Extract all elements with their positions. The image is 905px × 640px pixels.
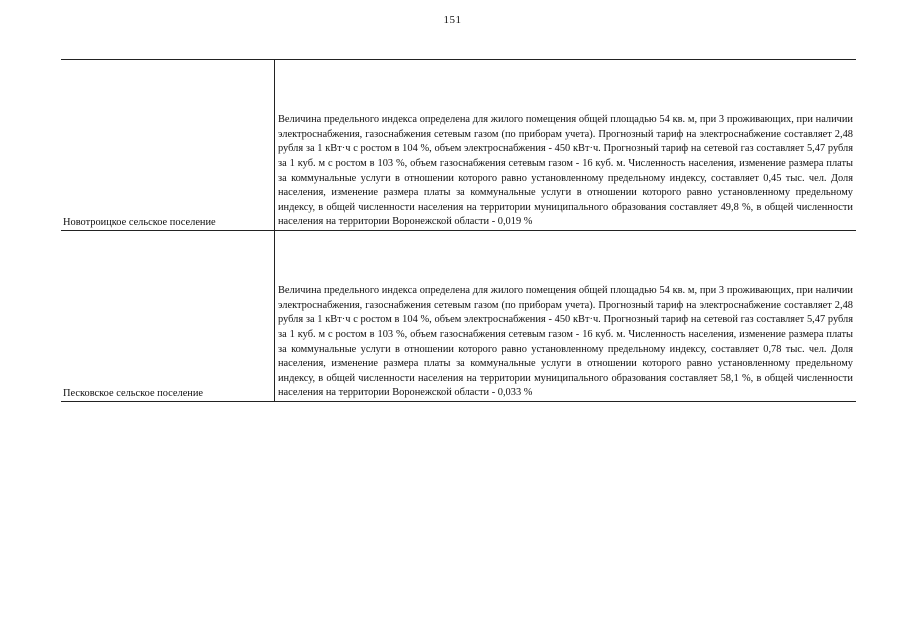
page-number: 151 bbox=[443, 14, 462, 26]
settlement-name: Новотроицкое сельское поселение bbox=[63, 217, 216, 228]
description-cell bbox=[275, 231, 856, 401]
settlement-description: Величина предельного индекса определена для жилого помещения общей площадью 54 кв. м, при 3 проживающих, при наличии электроснабжения, газоснабжения сетевым газом (по приборам учета). Прогнозный тариф на электроснабжение составляет 2,48 рубля за 1 кВт·ч с ростом в 104 %, объем электроснабжения - 450 кВт·ч. Прогнозный тариф на сетевой газ составляет 5,47 рубля за 1 куб. м с ростом в 103 %, объем газоснабжения сетевым газом - 16 куб. м. Численность населения, изменение размера платы за коммунальные услуги в отношении которого равно установленному предельному индексу, составляет 0,78 тыс. чел. Доля населения, изменение размера платы за коммунальные услуги в отношении которого равно установленному предельному индексу, в общей численности населения на территории муниципального образования составляет 58,1 %, в общей численности населения на территории Воронежской области - 0,033 % bbox=[278, 285, 853, 399]
tariff-table bbox=[61, 59, 856, 402]
description-cell bbox=[275, 60, 856, 230]
settlement-description: Величина предельного индекса определена для жилого помещения общей площадью 54 кв. м, при 3 проживающих, при наличии электроснабжения, газоснабжения сетевым газом (по приборам учета). Прогнозный тариф на электроснабжение составляет 2,48 рубля за 1 кВт·ч с ростом в 104 %, объем электроснабжения - 450 кВт·ч. Прогнозный тариф на сетевой газ составляет 5,47 рубля за 1 куб. м с ростом в 103 %, объем газоснабжения сетевым газом - 16 куб. м. Численность населения, изменение размера платы за коммунальные услуги в отношении которого равно установленному предельному индексу, составляет 0,45 тыс. чел. Доля населения, изменение размера платы за коммунальные услуги в отношении которого равно установленному предельному индексу, в общей численности населения на территории муниципального образования составляет 49,8 %, в общей численности населения на территории Воронежской области - 0,019 % bbox=[278, 114, 853, 228]
settlement-name-cell bbox=[61, 231, 275, 401]
settlement-name: Песковское сельское поселение bbox=[63, 388, 204, 399]
table-row-novotroitskoe bbox=[61, 60, 856, 231]
settlement-name-cell bbox=[61, 60, 275, 230]
table-row-peskovskoe bbox=[61, 231, 856, 402]
